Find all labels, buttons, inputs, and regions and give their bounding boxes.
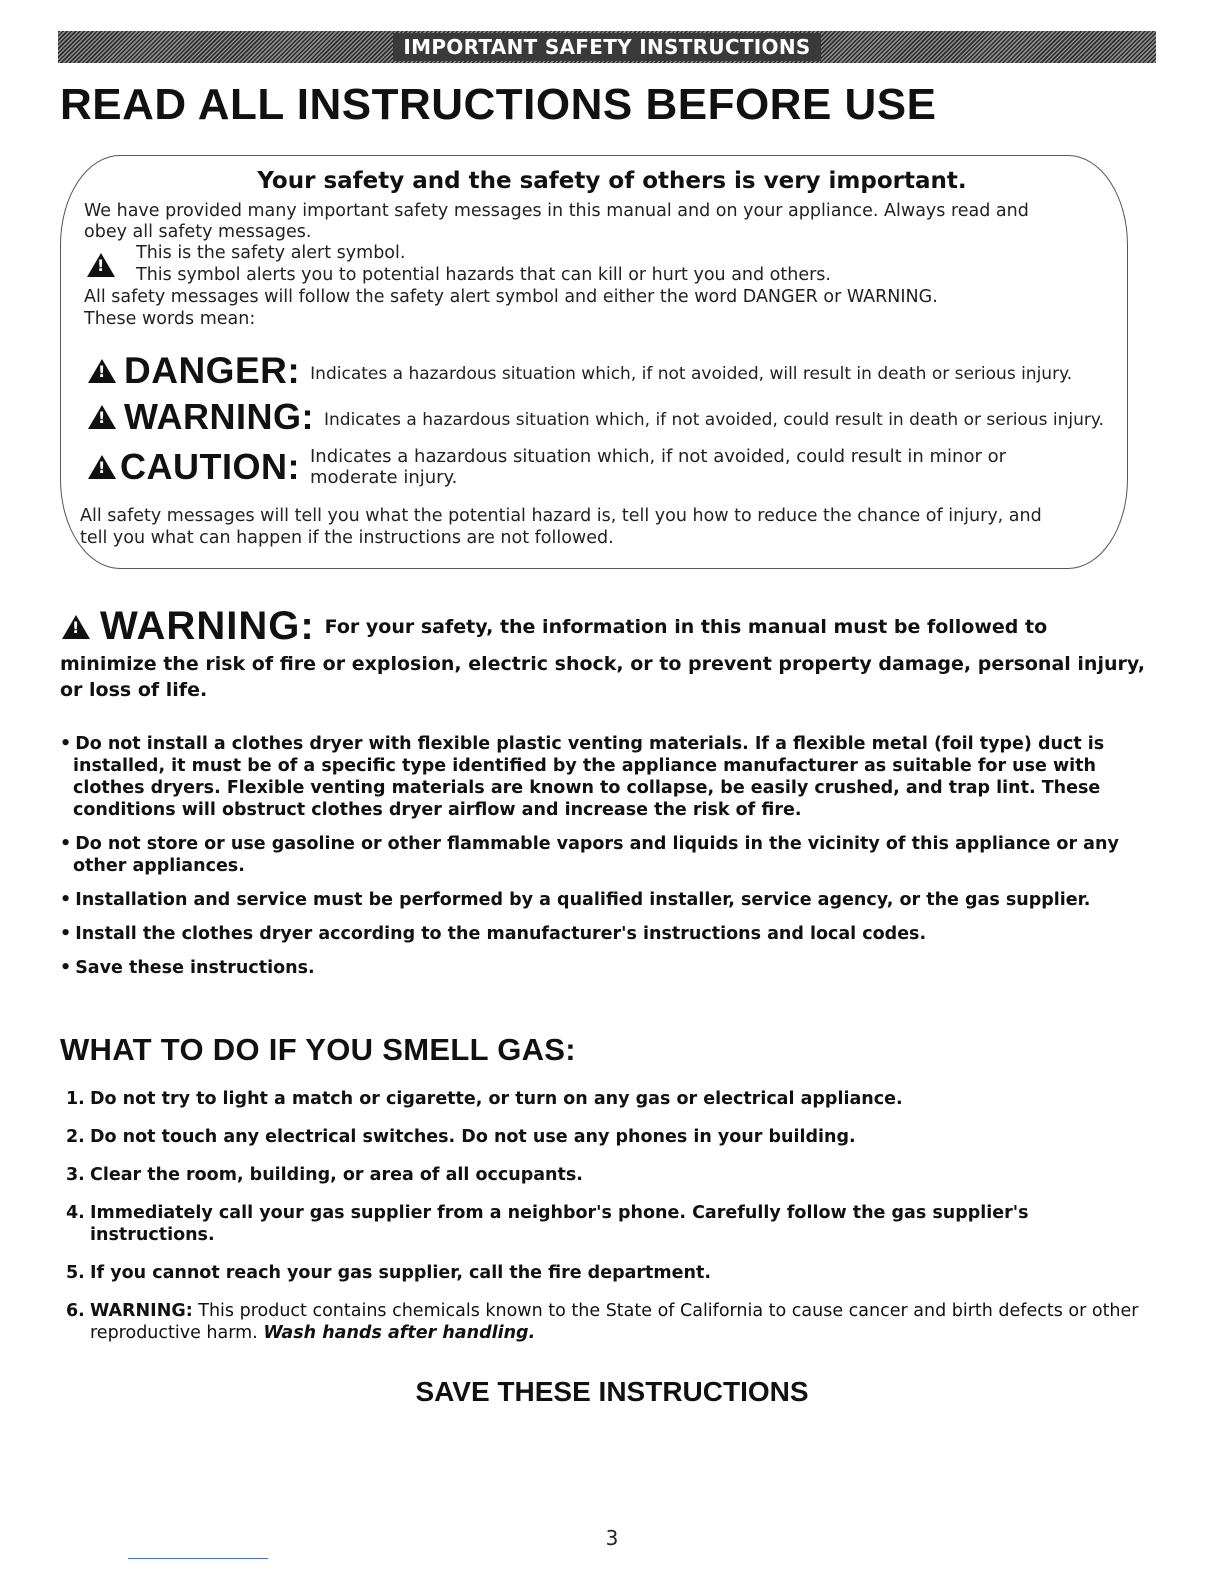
banner-text: IMPORTANT SAFETY INSTRUCTIONS [393, 33, 820, 61]
safety-box-heading: Your safety and the safety of others is very important. [257, 168, 967, 194]
gas-section-title: WHAT TO DO IF YOU SMELL GAS: [60, 1032, 576, 1067]
list-item [66, 1300, 1156, 1344]
step-number: 5. [66, 1263, 85, 1283]
warning-alert-icon [88, 405, 116, 429]
caution-alert-icon [88, 455, 116, 479]
gas-steps-list [66, 1088, 1156, 1360]
danger-desc: Indicates a hazardous situation which, if not avoided, will result in death or serious injury. [310, 363, 1073, 384]
list-item: • Save these instructions. [60, 957, 1160, 979]
list-item [66, 1126, 1156, 1148]
step-text: If you cannot reach your gas supplier, call the fire department. [90, 1263, 711, 1283]
closing-line-1: All safety messages will tell you what the potential hazard is, tell you how to reduce the chance of injury, and [80, 506, 1042, 526]
step-text: Do not try to light a match or cigarette, or turn on any gas or electrical appliance. [90, 1089, 903, 1109]
main-warning-rest-line-2: or loss of life. [60, 679, 208, 701]
footer-divider [128, 1558, 268, 1559]
list-item: • Do not store or use gasoline or other flammable vapors and liquids in the vicinity of this appliance or any other appliances. [60, 833, 1160, 877]
save-instructions-heading: SAVE THESE INSTRUCTIONS [415, 1376, 809, 1407]
list-item [66, 1088, 1156, 1110]
symbol-line-1: This is the safety alert symbol. [136, 243, 406, 263]
list-item [66, 1262, 1156, 1284]
danger-alert-icon [88, 359, 116, 383]
step-text: Immediately call your gas supplier from a neighbor's phone. Carefully follow the gas supplier's instructions. [90, 1203, 1029, 1245]
prop65-wash-hands: Wash hands after handling. [263, 1323, 536, 1343]
main-warning-alert-icon [62, 615, 90, 639]
list-item: • Installation and service must be performed by a qualified installer, service agency, or the gas supplier. [60, 889, 1160, 911]
step-number: 2. [66, 1127, 85, 1147]
list-item: • Do not install a clothes dryer with flexible plastic venting materials. If a flexible metal (foil type) duct is installed, it must be of a specific type identified by the appliance manufacturer as suitable for use with clothes dryers. Flexible venting materials are known to collapse, be easily crushed, and trap lint. These conditions will obstruct clothes dryer airflow and increase the risk of fire. [60, 733, 1160, 821]
danger-row [88, 350, 1072, 392]
list-item [66, 1202, 1156, 1246]
safety-alert-icon [87, 253, 115, 277]
prop65-label: WARNING: [90, 1301, 193, 1321]
caution-word: CAUTION: [120, 446, 300, 487]
warning-word: WARNING: [124, 396, 314, 437]
main-warning-lead: For your safety, the information in this manual must be followed to [324, 615, 1048, 638]
page-number: 3 [605, 1526, 619, 1550]
main-warning [60, 604, 1160, 703]
step-number: 3. [66, 1165, 85, 1185]
words-mean: These words mean: [84, 309, 256, 329]
main-warning-rest-line-1: minimize the risk of fire or explosion, electric shock, or to prevent property damage, personal injury, [60, 653, 1145, 675]
symbol-line-2: This symbol alerts you to potential hazards that can kill or hurt you and others. [136, 265, 831, 285]
step-number: 1. [66, 1089, 85, 1109]
prop65-text: This product contains chemicals known to the State of California to cause cancer and birth defects or other reproductive harm. [90, 1301, 1139, 1343]
intro-line-2: obey all safety messages. [84, 222, 312, 242]
follow-line: All safety messages will follow the safety alert symbol and either the word DANGER or WARNING. [84, 287, 938, 307]
step-text: Do not touch any electrical switches. Do not use any phones in your building. [90, 1127, 856, 1147]
caution-row [88, 446, 1006, 488]
caution-desc-line-1: Indicates a hazardous situation which, if not avoided, could result in minor or [309, 446, 1006, 467]
caution-desc [310, 446, 1006, 488]
banner [58, 31, 1156, 63]
step-number: 6. [66, 1301, 85, 1321]
step-text: Clear the room, building, or area of all occupants. [90, 1165, 583, 1185]
caution-desc-line-2: moderate injury. [309, 467, 458, 488]
list-item: • Install the clothes dryer according to the manufacturer's instructions and local codes. [60, 923, 1160, 945]
warning-desc: Indicates a hazardous situation which, if not avoided, could result in death or serious injury. [323, 409, 1104, 430]
list-item [66, 1164, 1156, 1186]
warning-bullet-list [60, 733, 1160, 991]
page-title: READ ALL INSTRUCTIONS BEFORE USE [60, 80, 937, 129]
warning-row [88, 396, 1104, 438]
step-number: 4. [66, 1203, 85, 1223]
main-warning-word: WARNING: [100, 604, 315, 648]
main-warning-rest [60, 651, 1160, 703]
danger-word: DANGER: [124, 350, 301, 391]
intro-line-1: We have provided many important safety messages in this manual and on your appliance. Always read and [84, 201, 1029, 221]
closing-line-2: tell you what can happen if the instructions are not followed. [80, 528, 614, 548]
